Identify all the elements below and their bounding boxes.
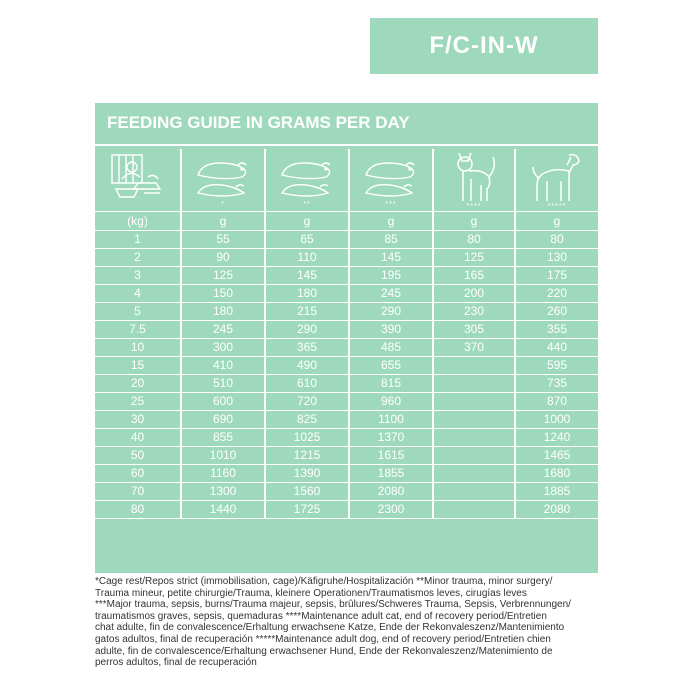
grams-cell: 1855: [349, 465, 433, 483]
units-row: [95, 212, 598, 231]
grams-cell: 110: [265, 249, 349, 267]
icon-row: [95, 149, 598, 212]
grams-cell: 510: [181, 375, 265, 393]
feeding-table: [95, 149, 598, 519]
stars-0: [95, 203, 180, 211]
unit-cell: g: [515, 212, 598, 231]
grams-cell: 815: [349, 375, 433, 393]
grams-cell: [433, 447, 515, 465]
unit-cell: (kg): [95, 212, 181, 231]
grams-cell: 180: [265, 285, 349, 303]
weight-cell: 7.5: [95, 321, 181, 339]
grams-cell: [433, 411, 515, 429]
grams-cell: 65: [265, 231, 349, 249]
grams-cell: 870: [515, 393, 598, 411]
icon-cell: [95, 149, 181, 212]
stars-1: *: [221, 201, 225, 208]
grams-cell: 1440: [181, 501, 265, 519]
grams-cell: 80: [515, 231, 598, 249]
weight-cell: 4: [95, 285, 181, 303]
grams-cell: 90: [181, 249, 265, 267]
table-row: [95, 357, 598, 375]
footnote-line: *Cage rest/Repos strict (immobilisation, cage)/Käfigruhe/Hospitalización **Minor trauma, minor surgery/: [95, 576, 553, 587]
grams-cell: [433, 375, 515, 393]
unit-cell: g: [349, 212, 433, 231]
grams-cell: 1240: [515, 429, 598, 447]
grams-cell: 245: [349, 285, 433, 303]
lying-dogs-icon: [192, 149, 254, 201]
weight-cell: 70: [95, 483, 181, 501]
grams-cell: 855: [181, 429, 265, 447]
grams-cell: [433, 501, 515, 519]
table-row: [95, 339, 598, 357]
grams-cell: 600: [181, 393, 265, 411]
grams-cell: [433, 429, 515, 447]
icon-cell: [515, 149, 598, 212]
grams-cell: 300: [181, 339, 265, 357]
grams-cell: 260: [515, 303, 598, 321]
table-row: [95, 411, 598, 429]
grams-cell: 370: [433, 339, 515, 357]
grams-cell: 245: [181, 321, 265, 339]
footnote-line: perros adultos, final de recuperación: [95, 657, 257, 669]
adult-dog-icon: [529, 149, 585, 203]
title-divider: [95, 144, 598, 146]
weight-cell: 25: [95, 393, 181, 411]
weight-cell: 60: [95, 465, 181, 483]
footnote-line: chat adulte, fin de convalescence/Erhaltung erwachsene Katze, Ende der Rekonvaleszenz/Mantenimiento: [95, 622, 565, 634]
icon-cell: [265, 149, 349, 212]
grams-cell: 1370: [349, 429, 433, 447]
grams-cell: 610: [265, 375, 349, 393]
grams-cell: 150: [181, 285, 265, 303]
grams-cell: 1300: [181, 483, 265, 501]
grams-cell: 1560: [265, 483, 349, 501]
grams-cell: 735: [515, 375, 598, 393]
weight-cell: 1: [95, 231, 181, 249]
grams-cell: 80: [433, 231, 515, 249]
grams-cell: 130: [515, 249, 598, 267]
table-row: [95, 393, 598, 411]
stars-4: ****: [466, 203, 482, 210]
weight-cell: 50: [95, 447, 181, 465]
grams-cell: 305: [433, 321, 515, 339]
grams-cell: 290: [349, 303, 433, 321]
grams-cell: 230: [433, 303, 515, 321]
table-row: [95, 249, 598, 267]
product-code: F/C-IN-W: [429, 32, 539, 59]
grams-cell: [433, 483, 515, 501]
grams-cell: 165: [433, 267, 515, 285]
table-row: [95, 231, 598, 249]
table-row: [95, 375, 598, 393]
grams-cell: 1000: [515, 411, 598, 429]
grams-cell: 1390: [265, 465, 349, 483]
grams-cell: 490: [265, 357, 349, 375]
grams-cell: 85: [349, 231, 433, 249]
lying-dogs-icon: [360, 149, 422, 201]
grams-cell: 960: [349, 393, 433, 411]
grams-cell: 595: [515, 357, 598, 375]
weight-cell: 30: [95, 411, 181, 429]
grams-cell: [433, 357, 515, 375]
table-row: [95, 465, 598, 483]
grams-cell: 1885: [515, 483, 598, 501]
table-row: [95, 501, 598, 519]
grams-cell: 440: [515, 339, 598, 357]
grams-cell: 1025: [265, 429, 349, 447]
grams-cell: 125: [433, 249, 515, 267]
weight-cell: 5: [95, 303, 181, 321]
table-row: [95, 447, 598, 465]
feeding-guide-title: FEEDING GUIDE IN GRAMS PER DAY: [107, 113, 410, 132]
grams-cell: 1010: [181, 447, 265, 465]
grams-cell: 200: [433, 285, 515, 303]
feeding-guide-panel: [95, 103, 598, 573]
grams-cell: 655: [349, 357, 433, 375]
table-row: [95, 267, 598, 285]
weight-cell: 10: [95, 339, 181, 357]
icon-cell: [181, 149, 265, 212]
table-row: [95, 285, 598, 303]
grams-cell: 195: [349, 267, 433, 285]
weight-cell: 3: [95, 267, 181, 285]
stars-3: ***: [385, 201, 397, 208]
grams-cell: 55: [181, 231, 265, 249]
grams-cell: 145: [349, 249, 433, 267]
grams-cell: 365: [265, 339, 349, 357]
grams-cell: 175: [515, 267, 598, 285]
grams-cell: 2080: [349, 483, 433, 501]
footnote-line: gatos adultos, final de recuperación *****Maintenance adult dog, end of recovery period/Entretien chien: [95, 633, 551, 645]
weight-cell: 20: [95, 375, 181, 393]
weight-cell: 40: [95, 429, 181, 447]
icon-cell: [349, 149, 433, 212]
grams-cell: 1680: [515, 465, 598, 483]
table-row: [95, 483, 598, 501]
grams-cell: 1615: [349, 447, 433, 465]
footnote-line: adulte, fin de convalescence/Erhaltung erwachsener Hund, Ende der Rekonvaleszenz/Matenimiento de: [95, 645, 553, 657]
grams-cell: 390: [349, 321, 433, 339]
grams-cell: [433, 465, 515, 483]
stars-5: *****: [547, 203, 567, 210]
grams-cell: 2300: [349, 501, 433, 519]
grams-cell: 180: [181, 303, 265, 321]
adult-cat-icon: [449, 149, 499, 203]
weight-cell: 15: [95, 357, 181, 375]
lying-dogs-icon: [276, 149, 338, 201]
grams-cell: 485: [349, 339, 433, 357]
grams-cell: 1160: [181, 465, 265, 483]
grams-cell: 720: [265, 393, 349, 411]
stars-2: **: [303, 201, 311, 208]
cage-rest-icon: [108, 149, 168, 203]
grams-cell: 1100: [349, 411, 433, 429]
grams-cell: 145: [265, 267, 349, 285]
table-row: [95, 321, 598, 339]
grams-cell: 825: [265, 411, 349, 429]
grams-cell: 125: [181, 267, 265, 285]
grams-cell: 2080: [515, 501, 598, 519]
footnote-line: traumatismos graves, sepsis, quemaduras ****Maintenance adult cat, end of recovery period/Entretien: [95, 610, 547, 622]
grams-cell: 215: [265, 303, 349, 321]
footnote: [95, 576, 605, 669]
footnote-line: ***Major trauma, sepsis, burns/Trauma majeur, sepsis, brûlures/Schweres Trauma, Sepsis, Verbrennungen/: [95, 599, 571, 611]
grams-cell: 1465: [515, 447, 598, 465]
unit-cell: g: [265, 212, 349, 231]
feeding-rows: [95, 231, 598, 519]
grams-cell: 220: [515, 285, 598, 303]
grams-cell: 410: [181, 357, 265, 375]
grams-cell: 1725: [265, 501, 349, 519]
weight-cell: 2: [95, 249, 181, 267]
grams-cell: 355: [515, 321, 598, 339]
grams-cell: [433, 393, 515, 411]
table-row: [95, 429, 598, 447]
grams-cell: 1215: [265, 447, 349, 465]
weight-cell: 80: [95, 501, 181, 519]
grams-cell: 290: [265, 321, 349, 339]
grams-cell: 690: [181, 411, 265, 429]
unit-cell: g: [433, 212, 515, 231]
product-code-tab: [370, 18, 598, 74]
table-row: [95, 303, 598, 321]
unit-cell: g: [181, 212, 265, 231]
footnote-line: Trauma mineur, petite chirurgie/Trauma, kleinere Operationen/Traumatismos leves, cirugías leves: [95, 587, 527, 599]
icon-cell: [433, 149, 515, 212]
